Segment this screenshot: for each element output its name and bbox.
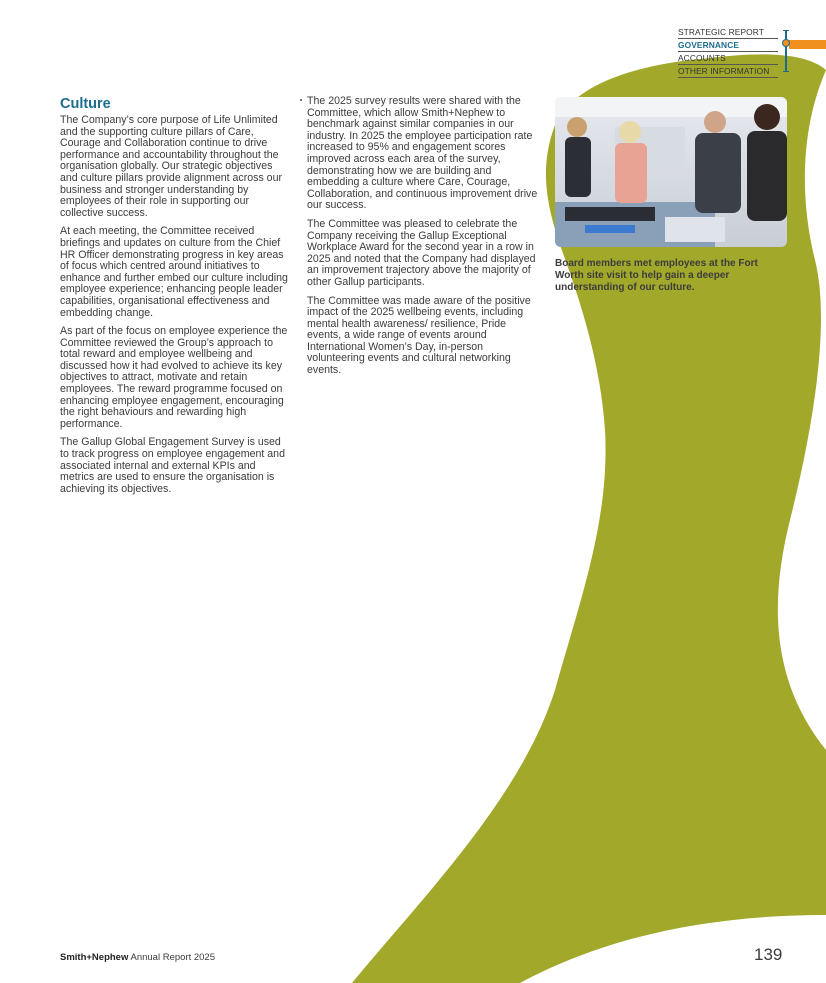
section-heading-culture: Culture — [60, 96, 111, 112]
footer-brand: Smith+Nephew — [60, 952, 129, 963]
footer-report-title — [60, 952, 215, 963]
nav-indicator-line — [785, 30, 787, 72]
middle-text-column — [307, 96, 541, 384]
paragraph: The Gallup Global Engagement Survey is used to track progress on employee engagement and associated internal and external KPIs and metrics are used to ensure the organisation is achieving its objectives. — [60, 436, 285, 495]
nav-item-strategic-report[interactable]: STRATEGIC REPORT — [678, 26, 778, 39]
paragraph: The 2025 survey results were shared with the Committee, which allow Smith+Nephew to benchmark against similar companies in our industry. In 2025 the employee participation rate increased to 95% and engagement scores improved across each area of the survey, demonstrating how we are building and embedding a culture where Care, Courage, Collaboration, and continuous improvement drive our success. — [307, 95, 538, 212]
paragraph: As part of the focus on employee experience the Committee reviewed the Group’s approach to total reward and employee wellbeing and discussed how it had evolved to achieve its key objectives to attract, motivate and retain employees. The reward programme focused on enhancing employee engagement, encouraging the right behaviours and rewarding high performance. — [60, 325, 288, 430]
nav-tick-bottom — [783, 71, 789, 72]
paragraph: The Company’s core purpose of Life Unlimited and the supporting culture pillars of Care, Courage and Collaboration continue to drive performance and accountability throughout the organisation globally. Our strategic objectives and culture pillars provide alignment across our business and stronger understanding by employees of their role in supporting our collective success. — [60, 114, 282, 219]
nav-highlight-bar — [789, 40, 826, 49]
nav-active-dot — [782, 39, 790, 47]
page-number: 139 — [754, 945, 783, 964]
board-visit-photo — [555, 97, 787, 247]
paragraph: The Committee was made aware of the positive impact of the 2025 wellbeing events, including mental health awareness/ resilience, Pride events, a wide range of events around International Women’s Day, in-person volunteering events and cultural networking events. — [307, 294, 531, 377]
photo-caption: Board members met employees at the Fort Worth site visit to help gain a deeper understanding of our culture. — [555, 258, 758, 293]
nav-item-other-information[interactable]: OTHER INFORMATION — [678, 65, 778, 78]
paragraph: The Committee was pleased to celebrate the Company receiving the Gallup Exceptional Workplace Award for the second year in a row in 2025 and noted that the Company had displayed an improvement trajectory above the majority of other Gallup participants. — [307, 217, 536, 288]
left-text-column — [60, 96, 290, 502]
paragraph: At each meeting, the Committee received briefings and updates on culture from the Chief HR Officer demonstrating progress in key areas of focus which centred around initiatives to enhance and further embed our culture including employee experience; enhancing people leader capabilities, organisational effectiveness and embedding change. — [60, 225, 288, 319]
section-navigation — [678, 26, 778, 78]
nav-item-governance[interactable]: GOVERNANCE — [678, 39, 778, 52]
nav-tick-top — [783, 30, 789, 31]
nav-item-accounts[interactable]: ACCOUNTS — [678, 52, 778, 65]
footer-report-name: Annual Report 2025 — [128, 952, 215, 963]
column-marker — [300, 99, 302, 101]
